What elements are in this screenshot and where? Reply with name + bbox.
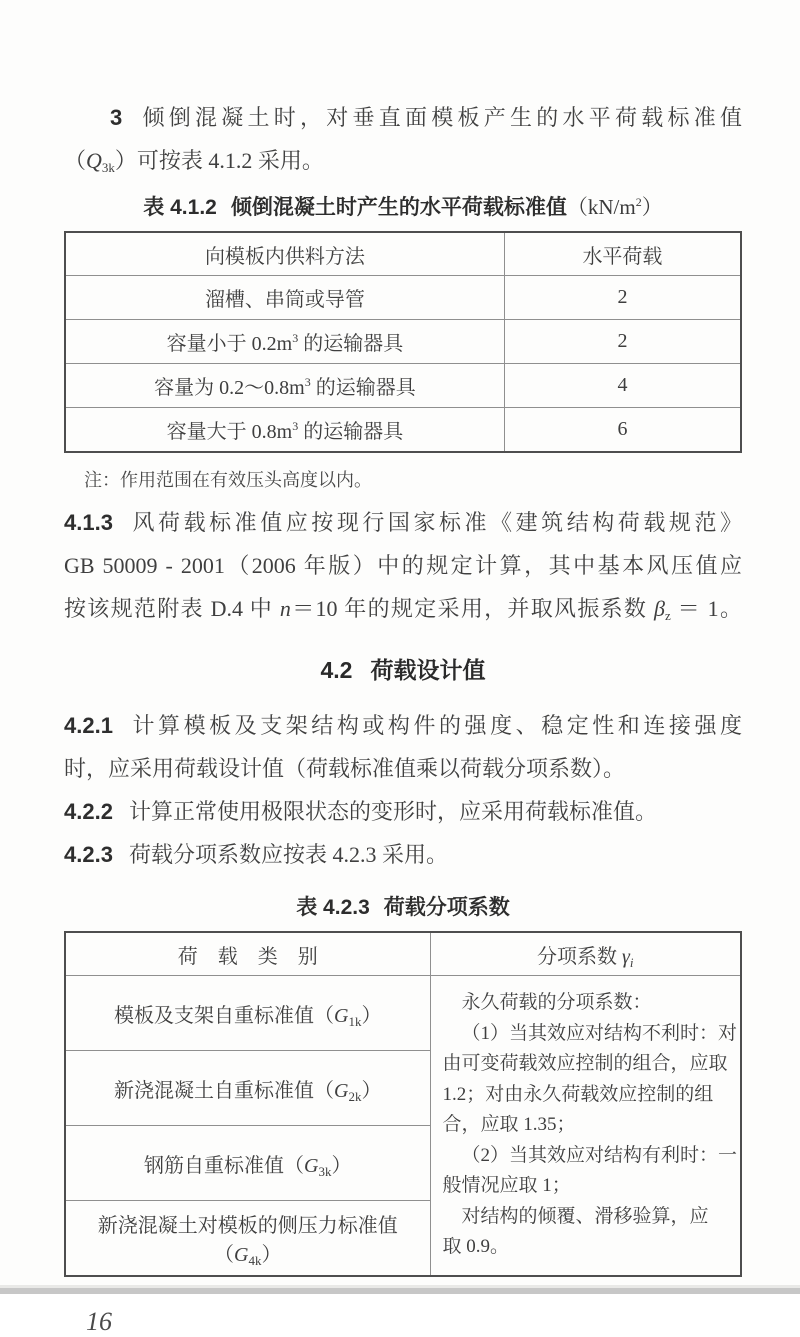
table-4-1-2-caption [64, 192, 742, 223]
page-number: 16 [86, 1307, 112, 1336]
gamma-subscript: i [629, 954, 634, 970]
clause-4-2-3 [64, 833, 742, 876]
table-header-row [65, 232, 741, 276]
table-4-2-3 [64, 931, 742, 1277]
g-subscript: 3k [318, 1163, 332, 1179]
clause-text: ＝ 1。 [670, 596, 742, 621]
cell-load: 6 [504, 408, 741, 453]
section-number: 4.2 [320, 657, 353, 683]
g-subscript: 4k [248, 1253, 262, 1268]
paragraph-item-3-line-2 [64, 139, 742, 182]
paragraph-item-3-line-1 [64, 96, 742, 139]
g-subscript: 2k [348, 1088, 362, 1104]
cell-load: 4 [504, 364, 741, 408]
table-caption-label: 表 4.2.3 [296, 896, 370, 919]
clause-number: 4.2.3 [64, 842, 113, 867]
table-header-row [65, 932, 741, 976]
clause-number: 4.2.2 [64, 799, 113, 824]
table-row [65, 408, 741, 453]
q-subscript: 3k [101, 160, 115, 175]
clause-number: 4.2.1 [64, 713, 113, 738]
g-symbol: G [304, 1154, 319, 1177]
table-4-1-2 [64, 231, 742, 453]
unit-superscript: 2 [635, 195, 642, 209]
col-header-horizontal-load: 水平荷载 [504, 232, 741, 276]
item-number: 3 [110, 105, 123, 130]
clause-4-1-3-line-3 [64, 587, 742, 630]
cell-method: 容量大于 $0.8m^3$ 的运输器具 [65, 408, 504, 453]
table-4-1-2-note: 注：作用范围在有效压头高度以内。 [84, 470, 372, 490]
table-4-2-3-caption [64, 892, 742, 923]
clause-text: 时，应采用荷载设计值（荷载标准值乘以荷载分项系数）。 [64, 756, 626, 781]
section-4-2-heading [64, 652, 742, 688]
col-header-partial-factor: 分项系数 $\gamma_i$ [430, 932, 741, 976]
clause-4-2-1-line-1 [64, 704, 742, 747]
g-subscript: 1k [348, 1013, 362, 1029]
clause-text: 计算正常使用极限状态的变形时，应采用荷载标准值。 [128, 799, 657, 824]
gamma-symbol: γ [622, 945, 630, 968]
table-caption-title: 荷载分项系数 [383, 896, 510, 919]
clause-4-1-3 [64, 501, 742, 630]
col-header-feeding-method: 向模板内供料方法 [65, 232, 504, 276]
g-symbol: G [234, 1244, 249, 1266]
clause-text: GB 50009 - 2001（2006 年版）中的规定计算，其中基本风压值应 [64, 553, 742, 578]
clause-number: 4.1.3 [64, 510, 113, 535]
beta-symbol: β [654, 596, 665, 621]
table-row [65, 364, 741, 408]
table-row [65, 976, 741, 1051]
cell-method: 容量小于 $0.2m^3$ 的运输器具 [65, 320, 504, 364]
clause-4-1-3-line-1 [64, 501, 742, 544]
scan-edge-shadow [0, 1288, 800, 1294]
paragraph-text: （ [64, 148, 87, 173]
paragraph-text: 倾倒混凝土时，对垂直面模板产生的水平荷载标准值 [138, 105, 742, 130]
cell-load-category: 新浇混凝土对模板的侧压力标准值$(G_{4k})$ [65, 1201, 430, 1277]
paragraph-text: ）可按表 4.1.2 采用。 [114, 148, 324, 173]
table-caption-unit: $(kN/m^2)$ [566, 195, 663, 219]
table-row [65, 276, 741, 320]
cell-load: 2 [504, 320, 741, 364]
clause-text: 按该规范附表 D.4 中 [64, 596, 280, 621]
table-row [65, 320, 741, 364]
cell-load-category: 新浇混凝土自重标准值$(G_{2k})$ [65, 1051, 430, 1126]
cell-method: 容量为 $0.2\sim 0.8m^3$ 的运输器具 [65, 364, 504, 408]
beta-subscript: z [665, 608, 671, 623]
cell-load-category: 钢筋自重标准值$(G_{3k})$ [65, 1126, 430, 1201]
cell-load: 2 [504, 276, 741, 320]
q-symbol: Q [86, 148, 102, 173]
paragraph-item-3 [64, 96, 742, 182]
clause-text: 荷载分项系数应按表 4.2.3 采用。 [128, 842, 448, 867]
clause-text: 计算模板及支架结构或构件的强度、稳定性和连接强度 [128, 713, 742, 738]
clause-4-1-3-line-2 [64, 544, 742, 587]
table-caption-label: 表 4.1.2 [143, 196, 217, 219]
clause-4-2-1-line-2 [64, 747, 742, 790]
g-symbol: G [334, 1004, 349, 1027]
g-symbol: G [334, 1079, 349, 1102]
clause-4-2-2 [64, 790, 742, 833]
n-symbol: n [279, 596, 291, 621]
clause-text: ＝10 年的规定采用，并取风振系数 [290, 596, 655, 621]
col-header-load-category: 荷 载 类 别 [65, 932, 430, 976]
clause-4-2-1 [64, 704, 742, 790]
table-caption-title: 倾倒混凝土时产生的水平荷载标准值 [230, 196, 567, 219]
cell-method: 溜槽、串筒或导管 [65, 276, 504, 320]
section-title: 荷载设计值 [370, 657, 486, 683]
cell-partial-factor-rules: 永久荷载的分项系数： （1）当其效应对结构不利时：对 由可变荷载效应控制的组合，应取 1.2；对由永久荷载效应控制的组 合，应取 1.35； （2）当其效应对结构有利时：一 般情况应取 1； 对结构的倾覆、滑移验算，应 取 0.9。 [430, 976, 741, 1277]
cell-load-category: 模板及支架自重标准值$(G_{1k})$ [65, 976, 430, 1051]
clause-text: 风荷载标准值应按现行国家标准《建筑结构荷载规范》 [128, 510, 742, 535]
